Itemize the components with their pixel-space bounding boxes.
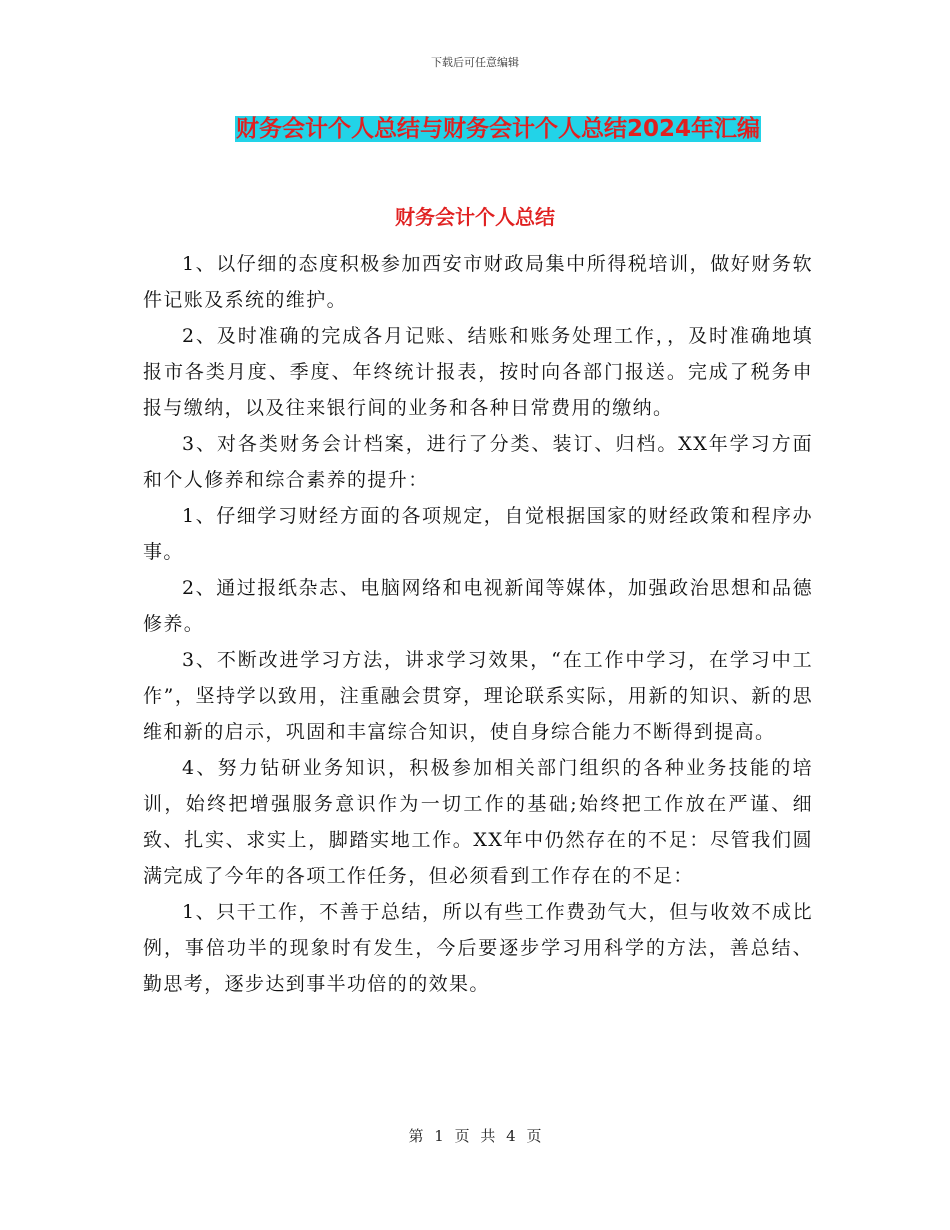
paragraph: 1、仔细学习财经方面的各项规定，自觉根据国家的财经政策和程序办事。	[143, 505, 813, 563]
document-title-text: 财务会计个人总结与财务会计个人总结2024年汇编	[235, 116, 760, 142]
header-note: 下载后可任意编辑	[431, 56, 519, 69]
paragraph: 2、及时准确的完成各月记账、结账和账务处理工作，，及时准确地填报市各类月度、季度、年终统计报表，按时向各部门报送。完成了税务申报与缴纳，以及往来银行间的业务和各种日常费用的缴纳。	[143, 325, 813, 419]
page-number: 第 1 页 共 4 页	[408, 1127, 542, 1145]
paragraph: 4、努力钻研业务知识，积极参加相关部门组织的各种业务技能的培训，始终把增强服务意识作为一切工作的基础;始终把工作放在严谨、细致、扎实、求实上，脚踏实地工作。XX年中仍然存在的不足：尽管我们圆满完成了今年的各项工作任务，但必须看到工作存在的不足：	[143, 757, 813, 887]
paragraph: 3、不断改进学习方法，讲求学习效果，“在工作中学习，在学习中工作”，坚持学以致用，注重融会贯穿，理论联系实际，用新的知识、新的思维和新的启示，巩固和丰富综合知识，使自身综合能力不断得到提高。	[143, 649, 813, 743]
section-title: 财务会计个人总结	[395, 205, 555, 229]
document-title	[0, 112, 950, 146]
body-text	[143, 246, 813, 1002]
paragraph: 1、只干工作，不善于总结，所以有些工作费劲气大，但与收效不成比例，事倍功半的现象时有发生，今后要逐步学习用科学的方法，善总结、勤思考，逐步达到事半功倍的的效果。	[143, 901, 813, 995]
paragraph: 3、对各类财务会计档案，进行了分类、装订、归档。XX年学习方面和个人修养和综合素养的提升：	[143, 433, 813, 491]
paragraph: 1、以仔细的态度积极参加西安市财政局集中所得税培训，做好财务软件记账及系统的维护。	[143, 253, 813, 311]
paragraph: 2、通过报纸杂志、电脑网络和电视新闻等媒体，加强政治思想和品德修养。	[143, 577, 813, 635]
